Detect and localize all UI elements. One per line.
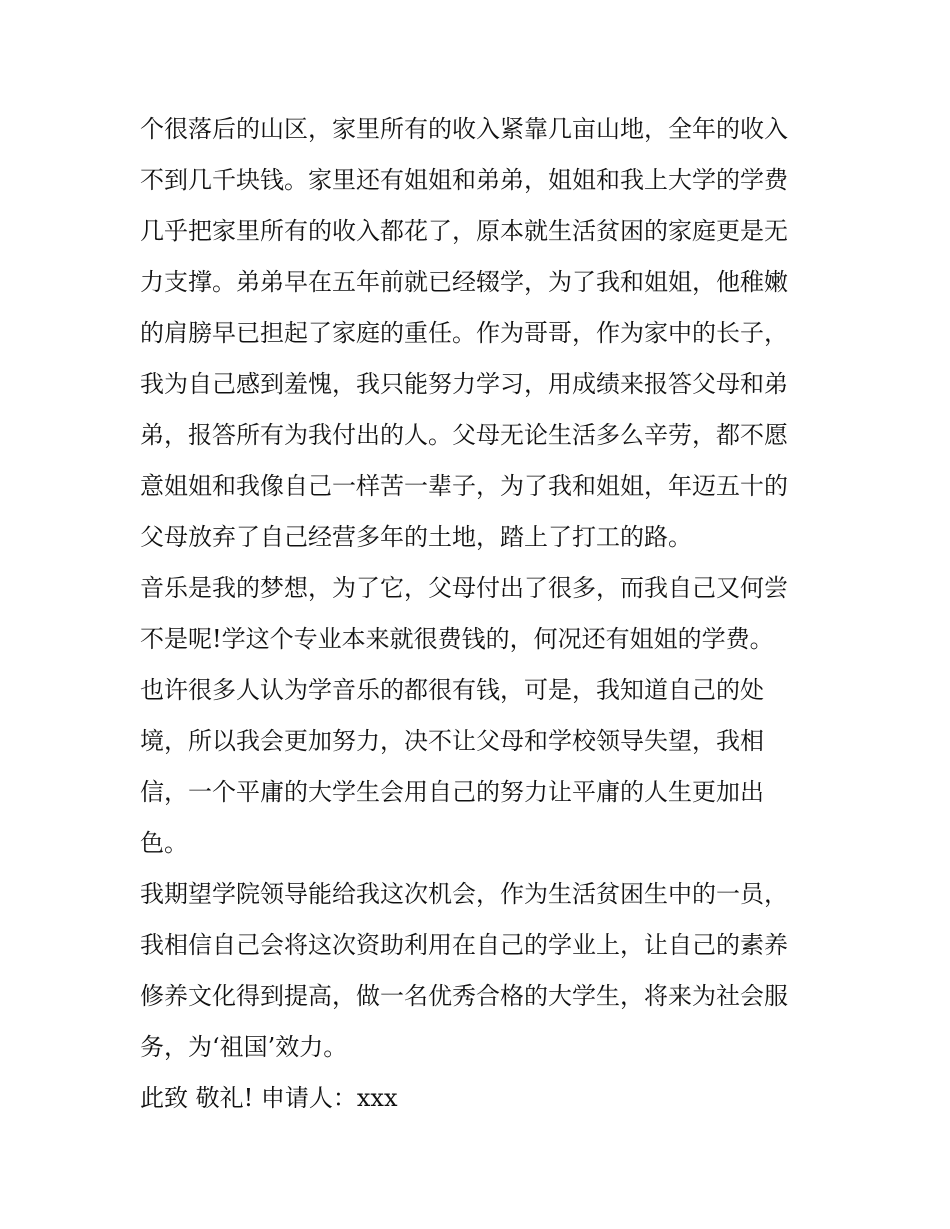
text-line: 务，为‘祖国’效力。: [140, 1033, 348, 1061]
text-line: 父母放弃了自己经营多年的土地，踏上了打工的路。: [140, 523, 692, 551]
text-line: 意姐姐和我像自己一样苦一辈子，为了我和姐姐，年迈五十的: [140, 472, 788, 500]
text-line: 几乎把家里所有的收入都花了，原本就生活贫困的家庭更是无: [140, 217, 788, 245]
text-line: 的肩膀早已担起了家庭的重任。作为哥哥，作为家中的长子，: [140, 319, 788, 347]
text-line: 我相信自己会将这次资助利用在自己的学业上，让自己的素养: [140, 931, 788, 959]
text-line: 不到几千块钱。家里还有姐姐和弟弟，姐姐和我上大学的学费: [140, 166, 788, 194]
text-line: 境，所以我会更加努力，决不让父母和学校领导失望，我相: [140, 727, 764, 755]
text-line: 也许很多人认为学音乐的都很有钱，可是，我知道自己的处: [140, 676, 764, 704]
text-line: 个很落后的山区，家里所有的收入紧靠几亩山地，全年的收入: [140, 115, 788, 143]
text-line: 弟，报答所有为我付出的人。父母无论生活多么辛劳，都不愿: [140, 421, 788, 449]
text-line: 不是呢!学这个专业本来就很费钱的，何况还有姐姐的学费。: [140, 625, 774, 653]
text-line: 我为自己感到羞愧，我只能努力学习，用成绩来报答父母和弟: [140, 370, 788, 398]
text-line: 修养文化得到提高，做一名优秀合格的大学生，将来为社会服: [140, 982, 788, 1010]
text-line: 色。: [140, 829, 188, 857]
document-body: [140, 104, 820, 1124]
text-line: 我期望学院领导能给我这次机会，作为生活贫困生中的一员，: [140, 880, 788, 908]
text-line: 音乐是我的梦想，为了它，父母付出了很多，而我自己又何尝: [140, 574, 788, 602]
text-line: 力支撑。弟弟早在五年前就已经辍学，为了我和姐姐，他稚嫩: [140, 268, 788, 296]
closing-line: 此致 敬礼! 申请人：xxx: [140, 1084, 398, 1112]
text-line: 信，一个平庸的大学生会用自己的努力让平庸的人生更加出: [140, 778, 764, 806]
